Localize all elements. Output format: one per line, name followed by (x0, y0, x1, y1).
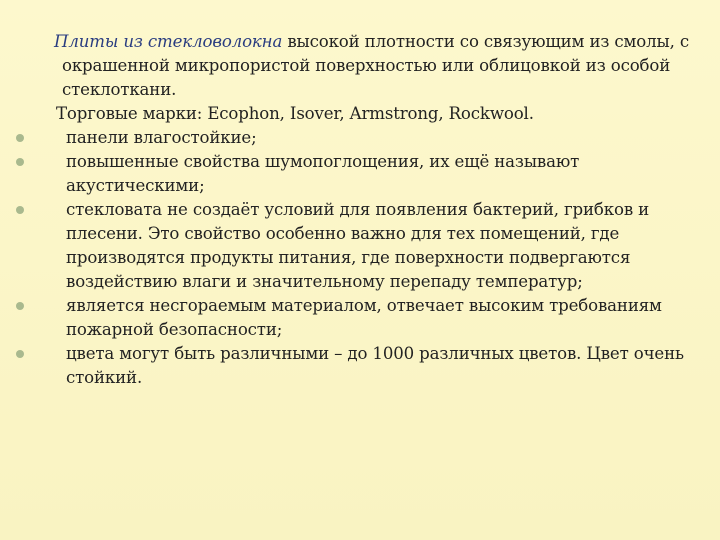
list-item-text: панели влагостойкие; (66, 128, 257, 147)
bullet-icon (16, 206, 24, 214)
brands-line: Торговые марки: Ecophon, Isover, Armstrong, Rockwool. (56, 104, 534, 123)
list-item (14, 342, 690, 390)
list-item (14, 294, 690, 342)
intro-emphasis: Плиты из стекловолокна (54, 32, 283, 51)
bullet-icon (16, 134, 24, 142)
list-item (14, 198, 690, 294)
bullet-icon (16, 350, 24, 358)
intro-text: высокой плотности со связующим из смолы, с окрашенной микропористой поверхностью или облицовкой из особой стеклоткани. (62, 32, 689, 99)
list-item-text: стекловата не создаёт условий для появления бактерий, грибков и плесени. Это свойство особенно важно для тех помещений, где производятся продукты питания, где поверхности подвергаются воздействию влаги и значительному перепаду температур; (66, 200, 650, 291)
list-item (14, 126, 690, 150)
bullet-icon (16, 158, 24, 166)
bullet-icon (16, 302, 24, 310)
list-item-text: является несгораемым материалом, отвечает высоким требованиям пожарной безопасности; (66, 296, 662, 339)
bullet-list (14, 126, 690, 390)
slide-body (14, 30, 690, 390)
intro-paragraph (14, 30, 690, 102)
list-item-text: цвета могут быть различными – до 1000 различных цветов. Цвет очень стойкий. (66, 344, 684, 387)
list-item (14, 150, 690, 198)
list-item-text: повышенные свойства шумопоглощения, их ещё называют акустическими; (66, 152, 580, 195)
